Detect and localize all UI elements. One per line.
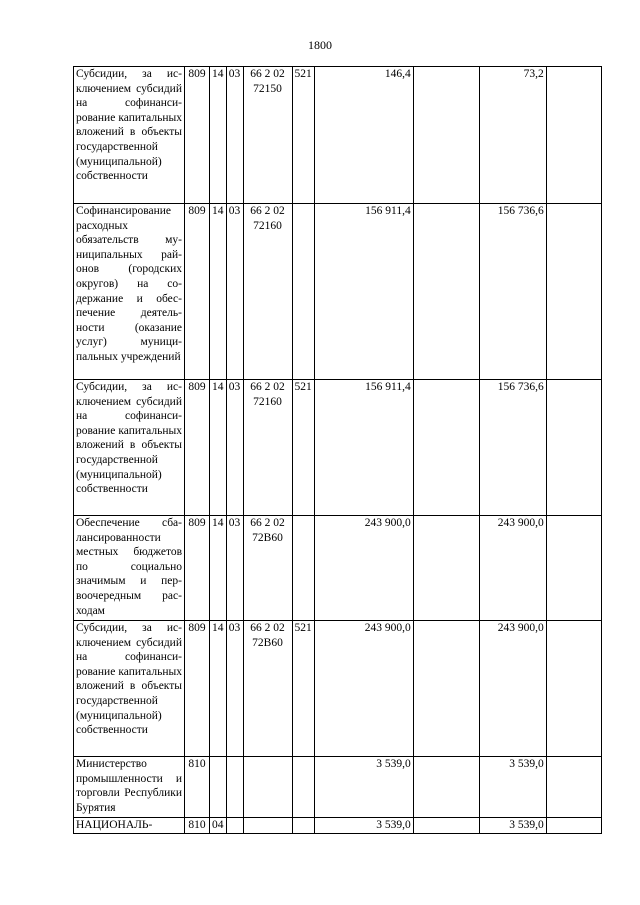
- expense-name: Министерство промышленности и торговли Республики Бурятия: [74, 757, 185, 818]
- expense-name: Софинансирование расходных обязательств муниципальных районов (городских округов) на содержание и обеспечение деятельности (оказание услуг) муниципальных учреждений: [74, 204, 185, 380]
- amount-4: [546, 380, 601, 516]
- table-row: [74, 757, 602, 818]
- expense-type-code: [292, 818, 314, 834]
- amount-1: 146,4: [314, 67, 413, 204]
- table-row: [74, 516, 602, 621]
- expense-name: Обеспечение сбалансированности местных бюджетов по социально значимым и первоочередным расходам: [74, 516, 185, 621]
- section-code: [210, 757, 227, 818]
- amount-2: [413, 621, 479, 757]
- section-code: 14: [210, 380, 227, 516]
- table-row: [74, 818, 602, 834]
- section-code: 14: [210, 621, 227, 757]
- amount-2: [413, 67, 479, 204]
- amount-3: 3 539,0: [479, 818, 546, 834]
- amount-2: [413, 204, 479, 380]
- amount-1: 3 539,0: [314, 757, 413, 818]
- section-code: 14: [210, 516, 227, 621]
- subsection-code: 03: [226, 380, 243, 516]
- table-row: [74, 380, 602, 516]
- expense-type-code: [292, 516, 314, 621]
- section-code: 14: [210, 67, 227, 204]
- target-article-line1: 66 2 02: [250, 517, 285, 529]
- amount-1: 243 900,0: [314, 621, 413, 757]
- target-article-code: [243, 380, 292, 516]
- budget-table: [73, 66, 602, 834]
- subsection-code: 03: [226, 204, 243, 380]
- amount-3: 156 736,6: [479, 204, 546, 380]
- ministry-code: 809: [185, 204, 210, 380]
- ministry-code: 809: [185, 621, 210, 757]
- target-article-line1: 66 2 02: [250, 205, 285, 217]
- subsection-code: [226, 757, 243, 818]
- target-article-code: [243, 204, 292, 380]
- amount-1: 243 900,0: [314, 516, 413, 621]
- amount-4: [546, 67, 601, 204]
- target-article-line2: 72B60: [252, 636, 283, 649]
- section-code: 14: [210, 204, 227, 380]
- amount-1: 156 911,4: [314, 380, 413, 516]
- ministry-code: 809: [185, 67, 210, 204]
- table-row: [74, 67, 602, 204]
- section-code: 04: [210, 818, 227, 834]
- expense-type-code: 521: [292, 621, 314, 757]
- ministry-code: 810: [185, 818, 210, 834]
- amount-4: [546, 204, 601, 380]
- amount-2: [413, 757, 479, 818]
- target-article-code: [243, 621, 292, 757]
- expense-type-code: 521: [292, 380, 314, 516]
- target-article-line1: 66 2 02: [250, 622, 285, 634]
- page-number: 1800: [308, 38, 332, 52]
- target-article-line2: 72150: [253, 82, 282, 95]
- target-article-code: [243, 757, 292, 818]
- amount-3: 243 900,0: [479, 516, 546, 621]
- expense-name: НАЦИОНАЛЬ-: [74, 818, 185, 834]
- target-article-line2: 72B60: [252, 531, 283, 544]
- amount-4: [546, 621, 601, 757]
- target-article-line1: 66 2 02: [250, 381, 285, 393]
- ministry-code: 809: [185, 516, 210, 621]
- amount-4: [546, 818, 601, 834]
- target-article-line2: 72160: [253, 395, 282, 408]
- target-article-code: [243, 67, 292, 204]
- expense-type-code: [292, 204, 314, 380]
- table-row: [74, 621, 602, 757]
- target-article-code: [243, 516, 292, 621]
- amount-1: 3 539,0: [314, 818, 413, 834]
- subsection-code: 03: [226, 621, 243, 757]
- ministry-code: 810: [185, 757, 210, 818]
- table-row: [74, 204, 602, 380]
- amount-2: [413, 380, 479, 516]
- target-article-line1: 66 2 02: [250, 68, 285, 80]
- amount-2: [413, 818, 479, 834]
- subsection-code: 03: [226, 516, 243, 621]
- subsection-code: [226, 818, 243, 834]
- ministry-code: 809: [185, 380, 210, 516]
- amount-4: [546, 516, 601, 621]
- subsection-code: 03: [226, 67, 243, 204]
- amount-3: 156 736,6: [479, 380, 546, 516]
- amount-3: 243 900,0: [479, 621, 546, 757]
- amount-1: 156 911,4: [314, 204, 413, 380]
- target-article-code: [243, 818, 292, 834]
- amount-3: 73,2: [479, 67, 546, 204]
- amount-4: [546, 757, 601, 818]
- amount-3: 3 539,0: [479, 757, 546, 818]
- expense-type-code: 521: [292, 67, 314, 204]
- target-article-line2: 72160: [253, 219, 282, 232]
- expense-name: Субсидии, за исключением субсидий на софинансирование капитальных вложений в объекты государственной (муниципальной) собственности: [74, 621, 185, 757]
- amount-2: [413, 516, 479, 621]
- expense-name: Субсидии, за исключением субсидий на софинансирование капитальных вложений в объекты государственной (муниципальной) собственности: [74, 380, 185, 516]
- expense-name: Субсидии, за исключением субсидий на софинансирование капитальных вложений в объекты государственной (муниципальной) собственности: [74, 67, 185, 204]
- expense-type-code: [292, 757, 314, 818]
